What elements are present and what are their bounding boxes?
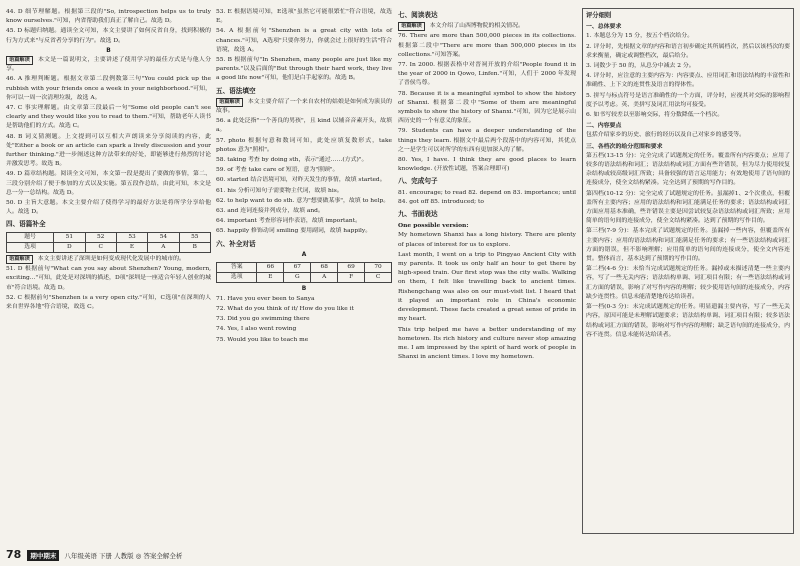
table-row [7, 242, 211, 252]
table-cell: 选项 [7, 242, 54, 252]
reading-expression-heading: 七、阅读表达 [398, 11, 438, 19]
table-cell: 51 [54, 232, 85, 242]
rule-item: 5. 拼写与标点符号是语言准确性的一个方面，评分时，应视其对交际的影响程度予以考虑。英、美拼写及词汇用法均可接受。 [586, 92, 790, 108]
answer-54: 54. A 根据前句"Shenzhen is a great city with lots of chances."可知，A选项"只要你努力，你就会过上很好的生活"符合语境，故选 A。 [216, 28, 392, 53]
answer-47: 47. C 事实理解题。由文章第三段最后一句"Some old people can't see clearly and they would like you to read to them."可知，帮助老年人读书是帮助他们的方式。故选 C。 [6, 105, 211, 130]
answer-56: 56. a 此处泛指"一个善良的男孩"，且 kind 以辅音音素开头，故填 a。 [216, 118, 392, 134]
answer-55: 55. B 根据前句"In Shenzhen, many people are just like my parents."以及后面的"But through their hard work, they live a good life now"可知，他们是白手起家的。故选 B。 [216, 57, 392, 82]
passage-guide [216, 98, 392, 116]
scoring-rules-box [582, 8, 794, 534]
answer-71: 71. Have you ever been to Sanya [216, 295, 315, 302]
page-footer [6, 548, 182, 561]
answer-78: 78. Because it is a meaningful symbol to show the history of Shanxi. 根据第二段中"Some of them are meaningful symbols to show the history of Shanxi."可知，因为它是展示山西历史的一个有意义的象征。 [398, 90, 576, 125]
page-number: 78 [6, 548, 22, 561]
table-cell: C [85, 242, 116, 252]
answer-53: 53. E 根据语境可知，E选项"虽然它可能很繁忙"符合语境，故选 E。 [216, 9, 392, 25]
writing-heading: 九、书面表达 [398, 210, 438, 219]
table-cell: 67 [284, 263, 311, 273]
rule-item: 1. 本题总分为 15 分，按五个档次给分。 [586, 33, 694, 40]
passage-guide [398, 22, 576, 31]
table-cell: 题号 [7, 232, 54, 242]
rule-item: 2. 评分时，先根据文章的内容和语言初步确定其所属档次，然后以该档次的要求来衡量，确定或调整档次，最后给分。 [586, 43, 790, 59]
table-cell: 66 [257, 263, 284, 273]
table-row [217, 273, 392, 283]
part-b-heading: B [106, 47, 111, 54]
part-a-heading: A [301, 251, 307, 258]
complete-sentences-heading: 八、完成句子 [398, 177, 438, 186]
answer-52: 52. C 根据前句"Shenzhen is a very open city."可知，C选项"在深圳的人来自世界各地"符合语境，故选 C。 [6, 294, 211, 311]
passage-guide-text: 本文主要讲述了深圳是如何变成现代化发展中的城市的。 [37, 256, 185, 263]
table-cell: 55 [179, 232, 210, 242]
answer-57: 57. photo 根据句意和数词可知，此处应填复数形式，take photos 意为"照相"。 [216, 137, 392, 153]
rule-item: 6. 如书写较差以至影响交际，将分数降低一个档次。 [586, 112, 724, 119]
answer-49: 49. D 篇章结构题。阅读全文可知，本文第一段是提出了要做的事情，第二、三段分别介绍了便于参加的方式以及实施。第五段作总结，由此可知，本文是总一分一总结构。故选 D。 [6, 171, 211, 196]
answer-64: 64. important 考查形容词作表语，故填 important。 [216, 218, 361, 225]
table-cell: 70 [365, 263, 392, 273]
column-3 [398, 8, 576, 363]
passage-guide-tag: 语篇解读 [6, 56, 33, 65]
answer-51: 51. D 根据前句"What can you say about Shenzhen? Young, modern, exciting..."可知，此处是对深圳的描述，D项"深圳是一座适合年轻人创业的城市"符合语境。故选 D。 [6, 266, 211, 291]
footer-text: 八年级英语 下册 人教版 ◎ 答案全解全析 [64, 552, 183, 560]
table-cell: A [148, 242, 179, 252]
answer-50: 50. D 主旨大意题。本文主要介绍了使得学习的最好方法是将所学分享给他人。故选 D。 [6, 200, 211, 216]
content-points: 包括介绍家乡的历史、旅行的经历以及自己对家乡的感受等。 [586, 132, 746, 139]
table-cell: 53 [116, 232, 147, 242]
passage-guide-tag: 语篇解读 [6, 255, 33, 264]
band-item: 第二档(4-6 分)：未恰当完成试题规定的任务。漏掉或未描述清楚一些主要内容，写了一些无关内容；语法结构单调、词汇项目有限；有一些语法结构或词汇方面的错误，影响了对写作内容的理解；较少使用语句间的连接成分，内容缺少连贯性。信息未能清楚地传达给读者。 [586, 266, 790, 300]
answer-72: 72. What do you think of it/ How do you like it [216, 305, 354, 312]
complete-sentences-answers: 81. encourage; to read 82. depend on 83. importance; until 84. got off 85. introduced; to [398, 189, 576, 205]
answer-48: 48. B 词义猜测题。上文提到可以互相大声朗读来分享阅读的内容，此处"Either a book or an article can spark a lively discussion and your further thinking."进一步阐述这种方法带来的好处，即能够进行热烈的讨论并激发思考。故选 B。 [6, 133, 211, 168]
table-cell: D [54, 242, 85, 252]
table-cell: 答案 [217, 263, 257, 273]
answer-74: 74. Yes, I also went rowing [216, 326, 297, 333]
scoring-rules-heading: 评分细则 [586, 12, 612, 19]
essay-paragraph: Last month, I went on a trip to Pingyao Ancient City with my parents. It took us only half an hour to get there by high-speed train. Our first stop was the city walls. Walking on them, I felt like travelling back to ancient times. Rishengchang was also on our must-visit list. I heard that it played an important role in China's economic development. These facts created a great sense of pride in my heart. [398, 251, 576, 323]
part-b-heading: B [301, 286, 307, 293]
table-cell: G [284, 273, 311, 283]
table-row [217, 263, 392, 273]
grammar-section-heading: 五、语法填空 [216, 86, 256, 95]
cloze-section-heading: 四、语篇补全 [6, 220, 46, 229]
passage-guide-text: 本文是一篇说明文，主要讲述了使用学习的最佳方式是与他人分享。 [6, 57, 212, 73]
brand-chip: 期中期末 [27, 550, 59, 561]
passage-guide-text: 本文介绍了山西博物院的相关情况。 [429, 23, 524, 30]
table-cell: A [311, 273, 338, 283]
cloze-answer-table [6, 232, 211, 253]
table-cell: 68 [311, 263, 338, 273]
table-cell: 52 [85, 232, 116, 242]
rules-heading: 一、总体要求 [586, 23, 622, 31]
rule-item: 3. 词数少于 50 的，从总分中减去 2 分。 [586, 63, 695, 70]
rule-item: 4. 评分时，应注意的主要内容为：内容要点、应用词汇和语法结构的丰富性和准确性、上下文的连贯性及语言的得体性。 [586, 73, 790, 89]
answer-65: 65. happily 修饰动词 smiling 要用副词，故填 happily。 [216, 228, 372, 235]
rules-heading: 二、内容要点 [586, 122, 622, 130]
band-item: 第一档(0-3 分)：未完成试题规定的任务。明显遗漏主要内容，写了一些无关内容，原因可能是未理解试题要求；语法结构单调、词汇项目有限；较多语法结构或词汇方面的错误，影响对写作内容的理解；缺乏语句间的连接成分，内容不连贯。信息未能传达给读者。 [586, 304, 790, 338]
answer-76: 76. There are more than 500,000 pieces in its collections. 根据第二段中"There are more than 500,000 pieces in its collections."可知答案。 [398, 33, 576, 58]
essay-paragraph: My hometown Shanxi has a long history. There are plenty of places of interest for us to explore. [398, 232, 576, 248]
answer-61: 61. his 分析可知句子需要物主代词，故填 his。 [216, 187, 343, 194]
dialogue-answer-table [216, 262, 392, 283]
column-1 [6, 8, 211, 313]
answer-73: 73. Did you go swimming there [216, 316, 310, 323]
answer-45: 45. D 标题归纳题。通读全文可知，本文主要讲了如何反省自身，找到积极的行为方式来"与反省者分享的行为"。故选 D。 [6, 28, 211, 44]
answer-79: 79. Students can have a deeper understanding of the things they learn. 根据文中最后两个段落中的内容可知，其优点之一是学生可以对所学的东西有更加深入的了解。 [398, 128, 576, 153]
passage-guide [6, 56, 211, 74]
answer-77: 77. In 2000. 根据表格中对晋祠开放的介绍"People found it in the year of 2000 in Qowo, Linfen."可知，人们于 2000 年发现了晋侯鸟尊。 [398, 62, 576, 87]
table-cell: C [365, 273, 392, 283]
answer-75: 75. Would you like to teach me [216, 336, 309, 343]
column-4 [582, 8, 794, 534]
passage-guide-text: 本文主要介绍了一个来自农村的姑娘是如何成为演员的故事。 [216, 98, 393, 115]
band-item: 第四档(10-12 分)：完全完成了试题规定的任务。虽漏掉1、2个次重点，但覆盖所有主要内容；应用的语法结构和词汇能满足任务的要求；语法结构或词汇方面应用基本准确，些许错误主要是因尝试较复杂语法结构或词汇所致；应用简单的语句间的连接成分，使全文结构紧凑。达到了预期的写作目的。 [586, 190, 790, 225]
passage-guide-tag: 语篇解读 [216, 98, 243, 107]
passage-guide [6, 255, 211, 264]
table-cell: B [179, 242, 210, 252]
answer-44: 44. D 细节理解题。根据第三段的"So, introspection helps us to truly know ourselves."可知，内省帮助我们真正了解自己。故选 D。 [6, 9, 211, 25]
band-item: 第五档(13-15 分)：完全完成了试题规定的任务。覆盖所有内容要点；应用了较多的语法结构和词汇；语法结构或词汇方面有些许错误，但为尽力使用较复杂结构或较高级词汇所致；具备较强的语言运用能力；有效地使用了语句间的连接成分，使全文结构紧凑。完全达到了预期的写作目的。 [586, 152, 790, 187]
version-label: One possible version: [398, 222, 469, 230]
answer-62: 62. to help want to do sth. 意为"想要做某事"，故填 to help。 [216, 197, 390, 204]
answer-59: 59. of 考查 take care of 短语，意为"照顾"。 [216, 167, 339, 174]
answer-63: 63. and 连词连接并列成分，故填 and。 [216, 208, 324, 215]
essay-paragraph: This trip helped me have a better understanding of my hometown. Its rich history and culture never stop amazing me. I am impressed by the spirit of hard work of people in Shanxi in ancient times. I love my hometown. [398, 326, 576, 361]
table-cell: E [257, 273, 284, 283]
column-2 [216, 8, 392, 346]
table-row [7, 232, 211, 242]
dialogue-section-heading: 六、补全对话 [216, 239, 256, 248]
table-cell: F [338, 273, 365, 283]
table-cell: 69 [338, 263, 365, 273]
table-cell: 54 [148, 232, 179, 242]
answer-80: 80. Yes, I have. I think they are good places to learn knowledge. (开放性试题，答案合理即可) [398, 157, 576, 173]
answer-58: 58. taking 考查 by doing sth，表示"通过……(方式)"。 [216, 157, 368, 164]
rules-heading: 三、各档次的给分范围和要求 [586, 142, 663, 150]
table-cell: 选项 [217, 273, 257, 283]
answer-46: 46. A 推理判断题。根据文章第二段例数第三句"You could pick up the rubbish with your friends once a week in your neighborhood."可知，你可以一周一次清理垃圾，故选 A。 [6, 76, 211, 101]
answer-60: 60. started 结合语境可知，对昨天发生的事情，故填 started。 [216, 177, 386, 184]
table-cell: E [116, 242, 147, 252]
passage-guide-tag: 语篇解读 [398, 22, 425, 31]
band-item: 第三档(7-9 分)：基本完成了试题规定的任务。虽漏掉一些内容，但覆盖所有主要内容；应用的语法结构和词汇能满足任务的要求；有一些语法结构或词汇方面的错误，但不影响理解；应用简单的语句间的连接成分，使全文内容连贯。整体而言，基本达到了预期的写作目的。 [586, 228, 790, 263]
